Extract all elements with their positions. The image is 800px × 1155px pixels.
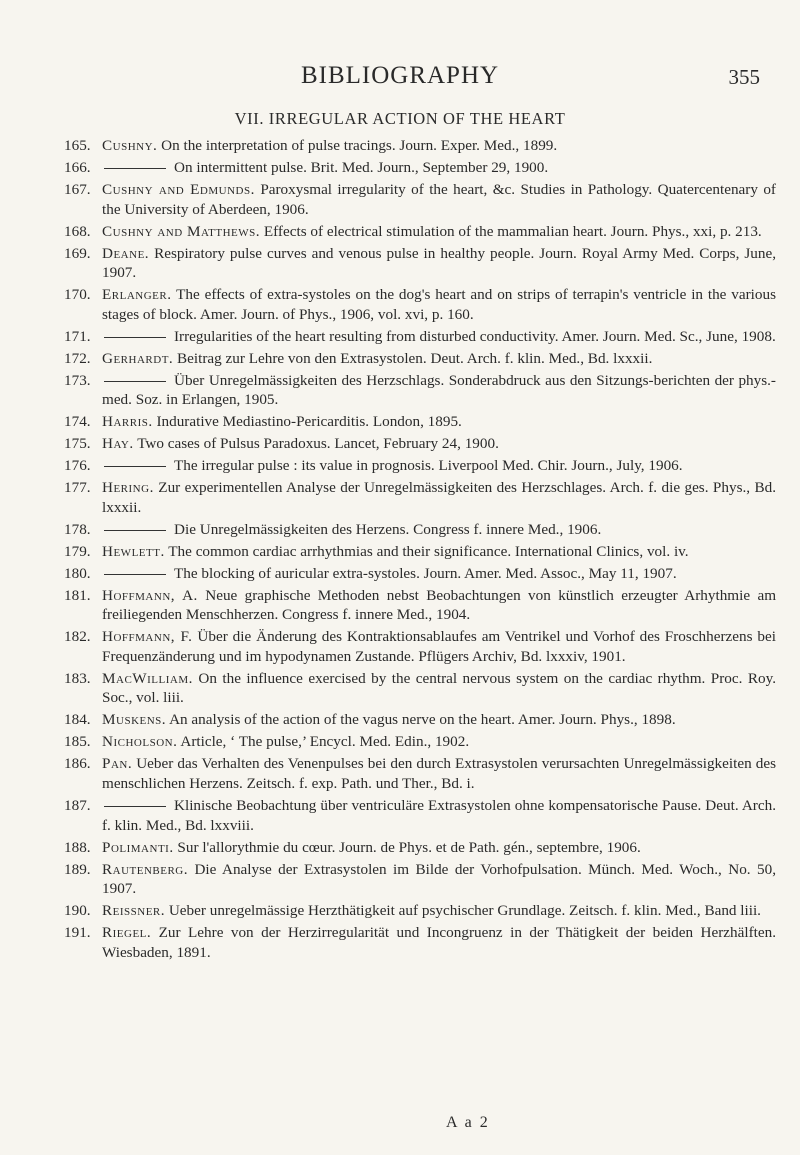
page-header xyxy=(40,62,760,92)
entry-author: Polimanti. xyxy=(102,838,174,856)
entry-text: Über Unregelmässigkeiten des Herzschlags. Sonderabdruck aus den Sitzungs-berichten der phys.-med. Soz. in Erlangen, 1905. xyxy=(102,371,776,409)
bibliography-entry xyxy=(64,136,776,156)
bibliography-entry xyxy=(64,754,776,793)
entry-author: Hoffmann, A. xyxy=(102,586,198,604)
entry-text: On the influence exercised by the central nervous system on the cardiac rhythm. Proc. Roy. Soc., vol. liii. xyxy=(102,669,776,707)
page-number: 355 xyxy=(728,65,760,89)
bibliography-entry xyxy=(64,349,776,369)
bibliography-entry xyxy=(64,180,776,219)
entry-number: 172. xyxy=(64,349,91,367)
bibliography-entry xyxy=(64,627,776,666)
bibliography-entry xyxy=(64,371,776,410)
entry-number: 184. xyxy=(64,711,91,729)
ditto-dash xyxy=(104,466,166,467)
entry-text: The effects of extra-systoles on the dog's heart and on strips of terrapin's ventricle in the various stages of block. Amer. Journ. of Phys., 1906, vol. xvi, p. 160. xyxy=(102,286,776,323)
bibliography-entry xyxy=(64,222,776,242)
entry-text: Indurative Mediastino-Pericarditis. London, 1895. xyxy=(156,413,462,431)
entry-number: 180. xyxy=(64,564,91,582)
entry-text: Article, ‘ The pulse,’ Encycl. Med. Edin., 1902. xyxy=(180,733,470,751)
bibliography-entry xyxy=(64,412,776,432)
ditto-dash xyxy=(104,381,166,382)
bibliography-entry xyxy=(64,158,776,178)
bibliography-entry xyxy=(64,901,776,921)
entry-author: Riegel. xyxy=(102,924,152,942)
entry-text: The blocking of auricular extra-systoles. Journ. Amer. Med. Assoc., May 11, 1907. xyxy=(174,564,677,582)
ditto-dash xyxy=(104,337,166,338)
printer-signature: A a 2 xyxy=(446,1114,490,1131)
bibliography-entry xyxy=(64,478,776,517)
entry-author: Hay. xyxy=(102,435,134,453)
entry-number: 178. xyxy=(64,520,91,538)
entry-number: 179. xyxy=(64,542,91,560)
entry-text: Die Unregelmässigkeiten des Herzens. Congress f. innere Med., 1906. xyxy=(174,520,602,538)
entry-author: Erlanger. xyxy=(102,286,172,304)
entry-text: Zur experimentellen Analyse der Unregelmässigkeiten des Herzschlages. Arch. f. die ges. Phys., Bd. lxxxii. xyxy=(102,479,777,516)
bibliography-entry xyxy=(64,327,776,347)
entry-author: Nicholson. xyxy=(102,733,178,751)
entry-text: An analysis of the action of the vagus nerve on the heart. Amer. Journ. Phys., 1898. xyxy=(169,711,676,729)
bibliography-entry xyxy=(64,838,776,858)
bibliography-list xyxy=(64,136,776,965)
entry-text: Beitrag zur Lehre von den Extrasystolen. Deut. Arch. f. klin. Med., Bd. lxxxii. xyxy=(177,349,653,367)
entry-text: Effects of electrical stimulation of the mammalian heart. Journ. Phys., xxi, p. 213. xyxy=(263,222,762,240)
entry-author: Harris. xyxy=(102,413,153,431)
entry-number: 168. xyxy=(64,222,91,240)
bibliography-entry xyxy=(64,586,776,625)
entry-text: Ueber das Verhalten des Venenpulses bei den durch Extrasystolen verursachten Unregelmässigkeiten des menschlichen Herzens. Zeitsch. f. exp. Path. und Ther., Bd. i. xyxy=(102,755,776,793)
entry-number: 176. xyxy=(64,457,91,475)
entry-author: Cushny and Edmunds. xyxy=(102,180,255,198)
bibliography-entry xyxy=(64,285,776,324)
entry-number: 174. xyxy=(64,413,91,431)
entry-number: 167. xyxy=(64,180,91,198)
ditto-dash xyxy=(104,574,166,575)
entry-number: 169. xyxy=(64,244,91,262)
entry-text: Ueber unregelmässige Herzthätigkeit auf psychischer Grundlage. Zeitsch. f. klin. Med., Band liii. xyxy=(168,902,761,920)
entry-text: The common cardiac arrhythmias and their significance. International Clinics, vol. iv. xyxy=(168,542,689,560)
running-title: BIBLIOGRAPHY xyxy=(300,62,500,89)
entry-text: Two cases of Pulsus Paradoxus. Lancet, February 24, 1900. xyxy=(137,435,499,453)
entry-author: Hewlett. xyxy=(102,542,165,560)
entry-text: Über die Änderung des Kontraktionsablaufes am Ventrikel und Vorhof des Froschherzens bei Frequenzänderung und im hypodynamen Zustande. Pflügers Archiv, Bd. lxxxiv, 1901. xyxy=(102,628,776,665)
entry-author: Deane. xyxy=(102,244,150,262)
entry-text: On the interpretation of pulse tracings. Journ. Exper. Med., 1899. xyxy=(161,137,558,154)
ditto-dash xyxy=(104,806,166,807)
entry-number: 166. xyxy=(64,158,91,176)
entry-author: Hoffmann, F. xyxy=(102,628,193,646)
bibliography-entry xyxy=(64,456,776,476)
bibliography-entry xyxy=(64,542,776,562)
entry-number: 173. xyxy=(64,371,91,389)
entry-number: 177. xyxy=(64,479,91,497)
entry-author: Reissner. xyxy=(102,902,166,920)
entry-number: 183. xyxy=(64,669,91,687)
entry-author: MacWilliam. xyxy=(102,669,193,687)
bibliography-entry xyxy=(64,669,776,708)
bibliography-entry xyxy=(64,923,776,962)
entry-author: Pan. xyxy=(102,755,133,773)
bibliography-entry xyxy=(64,860,776,899)
section-title: VII. IRREGULAR ACTION OF THE HEART xyxy=(234,109,566,128)
entry-text: The irregular pulse : its value in prognosis. Liverpool Med. Chir. Journ., July, 1906. xyxy=(174,457,683,475)
bibliography-entry xyxy=(64,796,776,835)
entry-number: 170. xyxy=(64,286,91,304)
ditto-dash xyxy=(104,530,166,531)
entry-text: Sur l'allorythmie du cœur. Journ. de Phys. et de Path. gén., septembre, 1906. xyxy=(177,838,641,856)
entry-author: Hering. xyxy=(102,479,154,497)
entry-text: Respiratory pulse curves and venous pulse in healthy people. Journ. Royal Army Med. Corps, June, 1907. xyxy=(102,244,776,282)
bibliography-entry xyxy=(64,710,776,730)
entry-number: 187. xyxy=(64,797,91,814)
entry-number: 165. xyxy=(64,137,91,154)
entry-author: Muskens. xyxy=(102,711,167,729)
entry-number: 190. xyxy=(64,902,91,920)
bibliography-entry xyxy=(64,732,776,752)
bibliography-entry xyxy=(64,434,776,454)
entry-text: On intermittent pulse. Brit. Med. Journ., September 29, 1900. xyxy=(174,158,549,176)
entry-number: 171. xyxy=(64,327,91,345)
entry-author: Cushny and Matthews. xyxy=(102,222,261,240)
bibliography-entry xyxy=(64,520,776,540)
entry-number: 186. xyxy=(64,755,91,773)
entry-text: Neue graphische Methoden nebst Beobachtungen von künstlich erzeugter Arhythmie am freiliegenden Menschherzen. Congress f. innere Med., 1904. xyxy=(102,586,777,624)
entry-author: Rautenberg. xyxy=(102,860,189,878)
entry-number: 182. xyxy=(64,628,91,646)
entry-text: Zur Lehre von der Herzirregularität und Incongruenz in der Thätigkeit der beiden Herzhälften. Wiesbaden, 1891. xyxy=(102,924,777,961)
entry-author: Gerhardt. xyxy=(102,349,174,367)
entry-author: Cushny. xyxy=(102,137,158,154)
entry-text: Irregularities of the heart resulting from disturbed conductivity. Amer. Journ. Med. Sc., June, 1908. xyxy=(174,327,776,345)
entry-text: Die Analyse der Extrasystolen im Bilde der Vorhofpulsation. Münch. Med. Woch., No. 50, 1907. xyxy=(102,860,777,898)
entry-number: 185. xyxy=(64,733,91,751)
bibliography-entry xyxy=(64,564,776,584)
entry-number: 188. xyxy=(64,838,91,856)
entry-number: 175. xyxy=(64,435,91,453)
entry-number: 181. xyxy=(64,586,91,604)
entry-text: Klinische Beobachtung über ventriculäre Extrasystolen ohne kompensatorische Pause. Deut. Arch. f. klin. Med., Bd. lxxviii. xyxy=(102,797,776,834)
entry-number: 189. xyxy=(64,860,91,878)
bibliography-entry xyxy=(64,244,776,283)
ditto-dash xyxy=(104,168,166,169)
entry-text: Paroxysmal irregularity of the heart, &c. Studies in Pathology. Quatercentenary of the University of Aberdeen, 1906. xyxy=(102,180,776,218)
entry-number: 191. xyxy=(64,924,91,942)
